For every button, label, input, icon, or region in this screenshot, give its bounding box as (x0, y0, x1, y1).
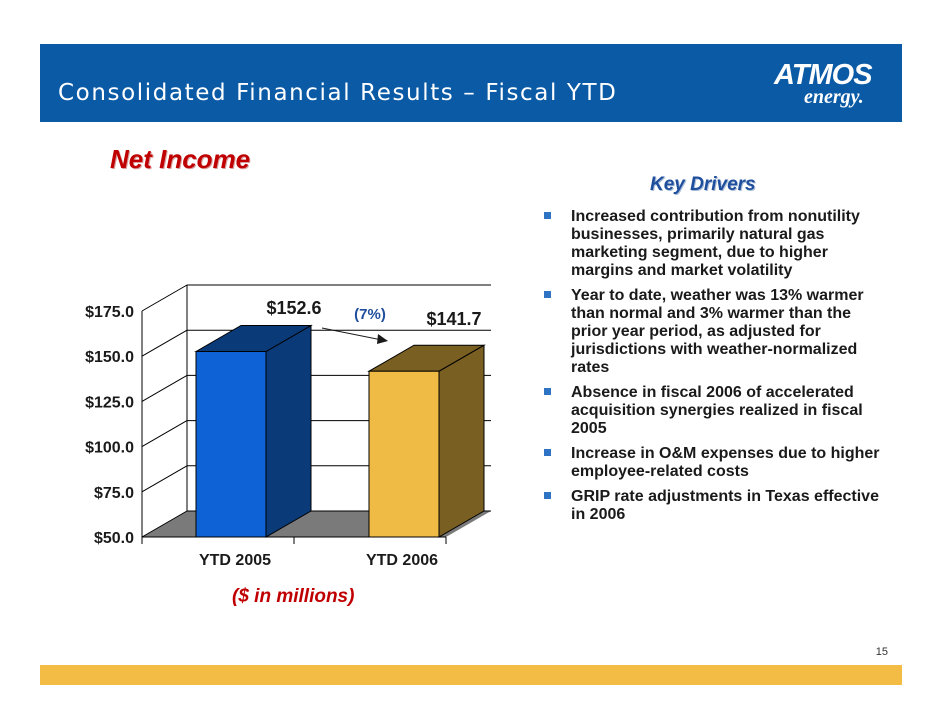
bar (196, 351, 266, 537)
square-bullet-icon (544, 291, 551, 298)
y-tick-label: $150.0 (85, 349, 134, 367)
y-tick-label: $125.0 (85, 394, 134, 412)
gridline-depth (142, 421, 187, 447)
gridline-depth (142, 285, 187, 311)
change-arrow-head-icon (377, 334, 388, 344)
net-income-heading: Net Income (110, 144, 251, 174)
bar-value-label: $141.7 (426, 309, 482, 329)
driver-text: GRIP rate adjustments in Texas effective in 2006 (571, 488, 879, 523)
driver-item (540, 384, 890, 438)
driver-item (540, 208, 890, 280)
change-label: (7%) (354, 306, 386, 323)
y-tick-label: $175.0 (85, 304, 134, 321)
key-drivers-title: Key Drivers (650, 174, 756, 195)
footer-band (40, 665, 902, 685)
gridline-depth (142, 466, 187, 492)
x-tick-label: YTD 2006 (365, 552, 439, 569)
driver-item (540, 488, 890, 524)
bar-value-label: $152.6 (266, 298, 322, 318)
square-bullet-icon (544, 492, 551, 499)
y-tick-label: $75.0 (93, 484, 134, 502)
bar-side (439, 345, 484, 537)
slide-number: 15 (875, 646, 888, 658)
driver-text: Year to date, weather was 13% warmer than normal and 3% warmer than the prior year period, as adjusted for jurisdictions with weather-normalized rates (571, 287, 864, 376)
driver-item (540, 287, 890, 377)
square-bullet-icon (544, 388, 551, 395)
driver-text: Increased contribution from nonutility businesses, primarily natural gas marketing segment, due to higher margins and market volatility (571, 208, 860, 279)
driver-item (540, 445, 890, 481)
slide-title: Consolidated Financial Results – Fiscal YTD (58, 80, 618, 106)
square-bullet-icon (544, 212, 551, 219)
square-bullet-icon (544, 449, 551, 456)
atmos-energy-logo (766, 60, 884, 110)
y-tick-label: $50.0 (93, 530, 134, 547)
x-tick-label: YTD 2005 (198, 552, 272, 569)
driver-text: Absence in fiscal 2006 of accelerated acquisition synergies realized in fiscal 2005 (571, 384, 863, 437)
key-drivers-list (540, 208, 890, 531)
net-income-chart (58, 270, 518, 590)
logo-wordmark: ATMOS (774, 59, 872, 91)
gridline-depth (142, 375, 187, 401)
bar-side (266, 325, 311, 537)
y-tick-label: $100.0 (85, 439, 134, 457)
units-caption: ($ in millions) (232, 586, 355, 607)
driver-text: Increase in O&M expenses due to higher employee-related costs (571, 445, 880, 480)
chart-svg (58, 270, 518, 590)
gridline-depth (142, 330, 187, 356)
logo-subtext: energy. (804, 86, 864, 108)
bar (369, 371, 439, 537)
